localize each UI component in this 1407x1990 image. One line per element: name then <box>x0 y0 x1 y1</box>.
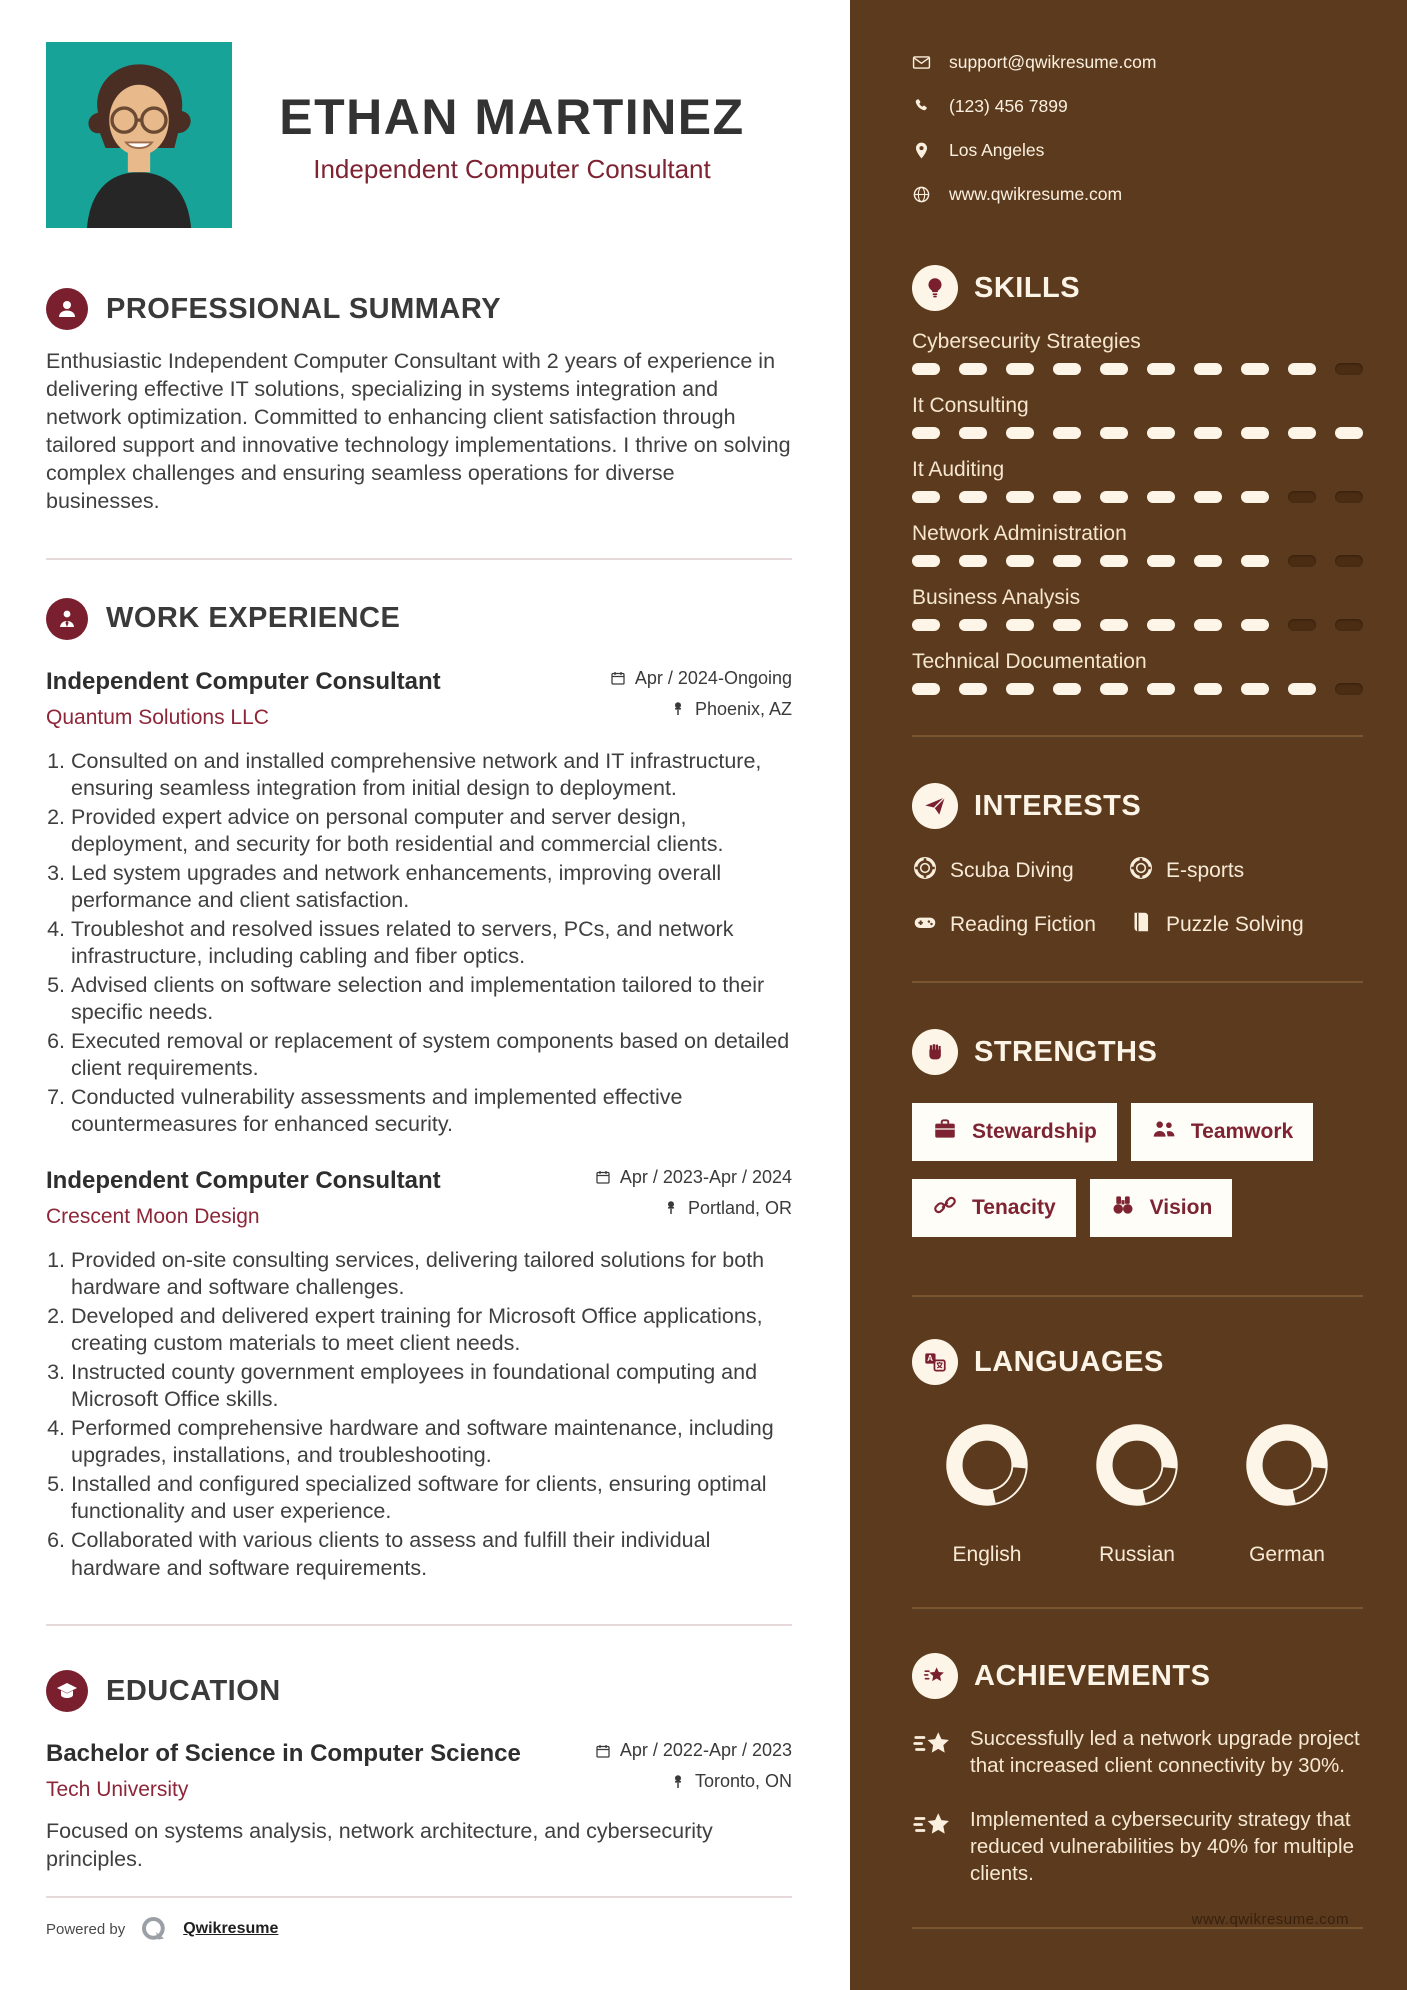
skill-dash-filled <box>1100 491 1128 503</box>
qwikresume-link[interactable]: Qwikresume <box>183 1920 279 1937</box>
job-location-row <box>594 1198 792 1219</box>
chain-icon <box>932 1192 958 1224</box>
divider <box>912 1295 1363 1299</box>
skill-dash-filled <box>1147 683 1175 695</box>
skill-dash-empty <box>1288 619 1316 631</box>
experience-entry <box>46 1167 792 1582</box>
contact-section <box>912 52 1363 205</box>
skill-dash-empty <box>1335 491 1363 503</box>
skill-item <box>912 522 1363 567</box>
powered-by-label: Powered by <box>46 1920 126 1938</box>
skill-dash-filled <box>912 619 940 631</box>
jobs-list <box>46 668 792 1582</box>
languages-heading-row <box>912 1339 1363 1385</box>
skill-dash-filled <box>1006 555 1034 567</box>
skill-label: Technical Documentation <box>912 650 1147 673</box>
skill-dash-filled <box>1241 363 1269 375</box>
interest-label: E-sports <box>1166 859 1245 882</box>
skill-bar <box>912 363 1363 375</box>
strength-chip <box>1131 1103 1313 1161</box>
skill-bar <box>912 555 1363 567</box>
divider <box>912 1607 1363 1611</box>
skill-label: Cybersecurity Strategies <box>912 330 1141 353</box>
skill-dash-filled <box>912 427 940 439</box>
skills-section <box>912 265 1363 695</box>
language-donut <box>1241 1419 1333 1511</box>
achievements-section <box>912 1653 1363 1887</box>
strengths-heading-row <box>912 1029 1363 1075</box>
experience-bullet: 4. Performed comprehensive hardware and software maintenance, including upgrades, installations, and troubleshooting. <box>71 1415 792 1470</box>
star-icon <box>912 1653 958 1699</box>
skill-item <box>912 394 1363 439</box>
strength-label: Teamwork <box>1190 1120 1294 1143</box>
achievements-heading: ACHIEVEMENTS <box>974 1659 1211 1692</box>
skill-dash-empty <box>1288 555 1316 567</box>
languages-list <box>912 1419 1363 1567</box>
skill-dash-filled <box>1335 427 1363 439</box>
skill-dash-filled <box>959 683 987 695</box>
language-label: German <box>1249 1543 1325 1566</box>
interest-item <box>1128 909 1363 941</box>
skill-dash-filled <box>1053 555 1081 567</box>
phone-icon <box>912 97 931 116</box>
work-heading: WORK EXPERIENCE <box>106 602 401 635</box>
achievement-text: Implemented a cybersecurity strategy that reduced vulnerabilities by 40% for multiple clients. <box>970 1807 1355 1885</box>
skill-bar <box>912 491 1363 503</box>
contact-phone-row <box>912 96 1363 117</box>
skill-dash-filled <box>1006 491 1034 503</box>
job-bullets <box>46 748 792 1139</box>
degree-title: Bachelor of Science in Computer Science <box>46 1740 521 1768</box>
identity-text <box>232 42 792 228</box>
experience-bullet: 5. Advised clients on software selection and implementation tailored to their specific needs. <box>71 972 792 1027</box>
job-location: Portland, OR <box>687 1197 792 1218</box>
translate-icon <box>912 1339 958 1385</box>
interest-item <box>912 855 1128 887</box>
education-heading: EDUCATION <box>106 1674 281 1707</box>
contact-email-row <box>912 52 1363 73</box>
interest-item <box>1128 855 1363 887</box>
skill-item <box>912 650 1363 695</box>
skill-dash-filled <box>912 555 940 567</box>
language-donut <box>941 1419 1033 1511</box>
education-section <box>46 1670 792 1874</box>
job-dates-row <box>609 668 792 689</box>
work-heading-row <box>46 598 792 640</box>
skill-dash-filled <box>1053 619 1081 631</box>
experience-bullet: 2. Developed and delivered expert training for Microsoft Office applications, creating custom materials to meet client needs. <box>71 1303 792 1358</box>
portrait-illustration <box>46 42 232 228</box>
job-dates: Apr / 2023-Apr / 2024 <box>619 1166 792 1187</box>
strength-label: Tenacity <box>972 1196 1056 1219</box>
lifebuoy-icon <box>912 855 938 887</box>
pushpin-icon <box>669 700 687 718</box>
contact-website-row <box>912 184 1363 205</box>
strength-label: Stewardship <box>972 1120 1097 1143</box>
skill-label: Business Analysis <box>912 586 1081 609</box>
interests-section <box>912 783 1363 941</box>
interests-heading: INTERESTS <box>974 789 1142 822</box>
education-location: Toronto, ON <box>694 1771 792 1792</box>
skills-list <box>912 330 1363 695</box>
education-dates-row <box>594 1740 792 1761</box>
watermark: www.qwikresume.com <box>1191 1911 1349 1928</box>
gamepad-icon <box>912 909 938 941</box>
skill-dash-filled <box>1194 619 1222 631</box>
job-title: Independent Computer Consultant <box>46 1166 441 1194</box>
skill-dash-filled <box>1147 555 1175 567</box>
lifebuoy-icon <box>1128 855 1154 887</box>
skill-dash-filled <box>1241 555 1269 567</box>
job-location: Phoenix, AZ <box>694 698 792 719</box>
skill-dash-filled <box>1006 363 1034 375</box>
skill-dash-empty <box>1335 683 1363 695</box>
skill-dash-filled <box>912 363 940 375</box>
experience-bullet: 7. Conducted vulnerability assessments and implemented effective countermeasures for enhanced security. <box>71 1084 792 1139</box>
svg-text:A: A <box>927 1354 934 1364</box>
skill-dash-filled <box>1053 491 1081 503</box>
interest-label: Puzzle Solving <box>1166 913 1304 936</box>
binoculars-icon <box>1110 1192 1136 1224</box>
footer <box>46 1896 792 1944</box>
skill-dash-filled <box>1006 427 1034 439</box>
skill-dash-filled <box>959 555 987 567</box>
contact-email[interactable]: support@qwikresume.com <box>949 52 1157 72</box>
skill-dash-empty <box>1288 491 1316 503</box>
skill-bar <box>912 619 1363 631</box>
achievements-list <box>912 1725 1363 1887</box>
language-donut <box>1091 1419 1183 1511</box>
summary-heading-row <box>46 288 792 330</box>
contact-location-row <box>912 140 1363 161</box>
skill-dash-filled <box>1241 683 1269 695</box>
skills-heading: SKILLS <box>974 271 1081 304</box>
skill-dash-filled <box>1053 683 1081 695</box>
divider <box>46 1896 792 1898</box>
education-description: Focused on systems analysis, network architecture, and cybersecurity principles. <box>46 1819 713 1871</box>
book-icon <box>1128 909 1154 941</box>
experience-bullet: 1. Consulted on and installed comprehensive network and IT infrastructure, ensuring seamless integration from initial design to deployment. <box>71 748 792 803</box>
job-bullets <box>46 1247 792 1582</box>
school-name: Tech University <box>46 1778 189 1802</box>
skill-dash-empty <box>1335 619 1363 631</box>
experience-bullet: 3. Instructed county government employees in foundational computing and Microsoft Office skills. <box>71 1359 792 1414</box>
skill-dash-filled <box>1100 555 1128 567</box>
skill-dash-filled <box>1147 619 1175 631</box>
interest-item <box>912 909 1128 941</box>
skill-dash-filled <box>1147 427 1175 439</box>
achievements-heading-row <box>912 1653 1363 1699</box>
shooting-star-icon <box>912 1725 954 1780</box>
briefcase-icon <box>932 1116 958 1148</box>
skill-dash-filled <box>1100 427 1128 439</box>
interests-heading-row <box>912 783 1363 829</box>
skill-dash-empty <box>1335 363 1363 375</box>
experience-bullet: 2. Provided expert advice on personal computer and server design, deployment, and security for both residential and commercial clients. <box>71 804 792 859</box>
language-item <box>1062 1419 1212 1567</box>
lightbulb-icon <box>912 265 958 311</box>
skill-dash-filled <box>1241 427 1269 439</box>
skill-dash-filled <box>1194 427 1222 439</box>
skill-item <box>912 586 1363 631</box>
language-label: Russian <box>1099 1543 1175 1566</box>
achievement-item <box>912 1725 1363 1780</box>
candidate-name: ETHAN MARTINEZ <box>279 89 745 145</box>
skill-dash-filled <box>959 619 987 631</box>
skill-dash-filled <box>1288 363 1316 375</box>
interest-label: Reading Fiction <box>950 913 1096 936</box>
languages-heading: LANGUAGES <box>974 1345 1164 1378</box>
education-dates: Apr / 2022-Apr / 2023 <box>619 1740 792 1761</box>
experience-entry <box>46 668 792 1139</box>
person-icon <box>46 288 88 330</box>
skill-label: Network Administration <box>912 522 1127 545</box>
divider <box>46 1624 792 1626</box>
candidate-title: Independent Computer Consultant <box>313 154 711 184</box>
experience-bullet: 6. Collaborated with various clients to assess and fulfill their individual hardware and software requirements. <box>71 1527 792 1582</box>
globe-icon <box>912 185 931 204</box>
skill-dash-filled <box>1194 555 1222 567</box>
envelope-icon <box>912 53 931 72</box>
graduation-cap-icon <box>46 1670 88 1712</box>
experience-bullet: 6. Executed removal or replacement of system components based on detailed client requirements. <box>71 1028 792 1083</box>
skill-item <box>912 330 1363 375</box>
strengths-heading: STRENGTHS <box>974 1035 1158 1068</box>
calendar-icon <box>594 1168 612 1186</box>
calendar-icon <box>594 1742 612 1760</box>
education-heading-row <box>46 1670 792 1712</box>
achievement-item <box>912 1806 1363 1888</box>
summary-text: Enthusiastic Independent Computer Consultant with 2 years of experience in delivering effective IT solutions, specializing in systems integration and network optimization. Committed to enhancing client satisfaction through tailored support and innovative technology implementations. I thrive on solving complex challenges and ensuring seamless operations for diverse businesses. <box>46 349 791 513</box>
experience-bullet: 4. Troubleshot and resolved issues related to servers, PCs, and network infrastructure, including cabling and fiber optics. <box>71 916 792 971</box>
skills-heading-row <box>912 265 1363 311</box>
divider <box>912 735 1363 739</box>
profile-photo <box>46 42 232 228</box>
skill-dash-filled <box>912 683 940 695</box>
skill-dash-filled <box>1053 427 1081 439</box>
skill-dash-filled <box>1241 619 1269 631</box>
skill-label: It Consulting <box>912 394 1029 417</box>
interests-list <box>912 855 1363 941</box>
experience-bullet: 3. Led system upgrades and network enhancements, improving overall performance and client satisfaction. <box>71 860 792 915</box>
job-location-row <box>609 699 792 720</box>
divider <box>912 981 1363 985</box>
skill-dash-filled <box>1100 683 1128 695</box>
languages-section <box>912 1339 1363 1567</box>
achievement-text: Successfully led a network upgrade project that increased client connectivity by 30%. <box>970 1727 1360 1778</box>
skill-dash-filled <box>1241 491 1269 503</box>
skill-dash-filled <box>1194 683 1222 695</box>
education-entry <box>46 1740 792 1874</box>
pushpin-icon <box>662 1199 680 1217</box>
people-icon <box>1151 1116 1177 1148</box>
skill-item <box>912 458 1363 503</box>
skill-dash-filled <box>1288 683 1316 695</box>
pushpin-icon <box>669 1773 687 1791</box>
paper-plane-icon <box>912 783 958 829</box>
contact-location: Los Angeles <box>949 140 1045 160</box>
job-dates: Apr / 2024-Ongoing <box>634 667 792 688</box>
strengths-list <box>912 1103 1363 1255</box>
person-tie-icon <box>46 598 88 640</box>
skill-dash-filled <box>959 491 987 503</box>
skill-dash-filled <box>959 363 987 375</box>
language-item <box>912 1419 1062 1567</box>
contact-website[interactable]: www.qwikresume.com <box>949 184 1123 204</box>
skill-dash-filled <box>1100 619 1128 631</box>
contact-phone: (123) 456 7899 <box>949 96 1068 116</box>
skill-dash-filled <box>912 491 940 503</box>
skill-dash-filled <box>1053 363 1081 375</box>
strength-chip <box>1090 1179 1233 1237</box>
work-section <box>46 598 792 1582</box>
language-item <box>1212 1419 1362 1567</box>
fist-icon <box>912 1029 958 1075</box>
skill-dash-filled <box>1006 683 1034 695</box>
skill-dash-filled <box>1147 363 1175 375</box>
experience-bullet: 1. Provided on-site consulting services, delivering tailored solutions for both hardware and software challenges. <box>71 1247 792 1302</box>
skill-label: It Auditing <box>912 458 1005 481</box>
job-company: Crescent Moon Design <box>46 1204 260 1228</box>
strength-chip <box>912 1103 1117 1161</box>
skill-bar <box>912 427 1363 439</box>
shooting-star-icon <box>912 1806 954 1888</box>
skill-dash-filled <box>1194 491 1222 503</box>
interest-label: Scuba Diving <box>950 859 1074 882</box>
calendar-icon <box>609 669 627 687</box>
job-dates-row <box>594 1167 792 1188</box>
strength-chip <box>912 1179 1076 1237</box>
summary-section <box>46 288 792 516</box>
location-pin-icon <box>912 141 931 160</box>
strengths-section <box>912 1029 1363 1255</box>
sidebar <box>850 0 1407 1990</box>
skill-dash-filled <box>1006 619 1034 631</box>
job-title: Independent Computer Consultant <box>46 667 441 695</box>
education-location-row <box>594 1771 792 1792</box>
identity-header <box>46 42 792 228</box>
language-label: English <box>952 1543 1022 1566</box>
job-company: Quantum Solutions LLC <box>46 705 269 729</box>
skill-dash-empty <box>1335 555 1363 567</box>
strength-label: Vision <box>1149 1196 1213 1219</box>
skill-dash-filled <box>1288 427 1316 439</box>
skill-dash-filled <box>1147 491 1175 503</box>
experience-bullet: 5. Installed and configured specialized software for clients, ensuring optimal functionality and user experience. <box>71 1471 792 1526</box>
skill-dash-filled <box>959 427 987 439</box>
qwikresume-logo-icon <box>139 1914 169 1944</box>
skill-bar <box>912 683 1363 695</box>
skill-dash-filled <box>1194 363 1222 375</box>
skill-dash-filled <box>1100 363 1128 375</box>
summary-heading: PROFESSIONAL SUMMARY <box>106 292 502 325</box>
divider <box>46 558 792 560</box>
